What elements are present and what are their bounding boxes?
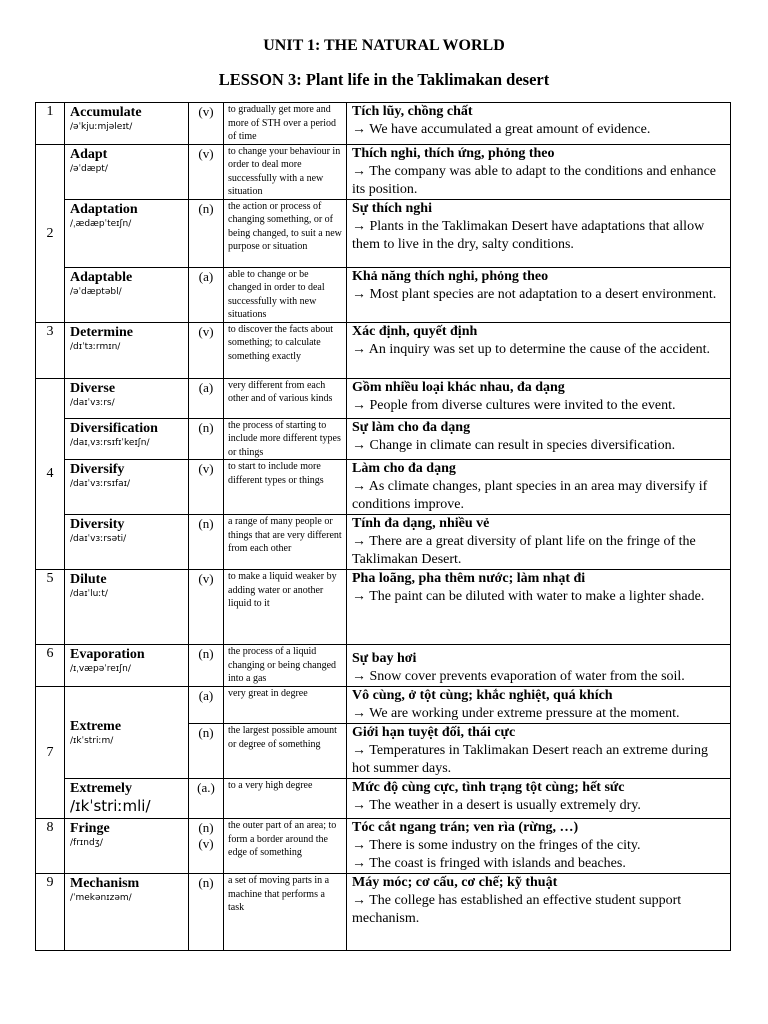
example: → The paint can be diluted with water to make a lighter shade. <box>352 589 705 604</box>
part-of-speech: (a.) <box>189 779 224 819</box>
row-number: 1 <box>36 103 65 145</box>
table-row <box>36 515 731 570</box>
table-row <box>36 645 731 687</box>
word: Extreme <box>70 719 122 734</box>
meaning-cell <box>347 378 731 418</box>
example: → The weather in a desert is usually extremely dry. <box>352 798 641 813</box>
part-of-speech: (n) <box>189 645 224 687</box>
vocabulary-table <box>35 102 731 951</box>
word: Diversification <box>70 420 158 436</box>
example: → Temperatures in Taklimakan Desert reach an extreme during hot summer days. <box>352 743 708 776</box>
definition: the process of starting to include more different types or things <box>224 418 347 460</box>
word-cell <box>65 418 189 460</box>
definition: to make a liquid weaker by adding water or another liquid to it <box>224 570 347 645</box>
part-of-speech: (v) <box>189 322 224 378</box>
word: Extremely <box>70 781 132 796</box>
meaning-cell <box>347 570 731 645</box>
definition: a set of moving parts in a machine that performs a task <box>224 874 347 951</box>
row-number: 3 <box>36 322 65 378</box>
meaning-cell <box>347 267 731 322</box>
definition: the outer part of an area; to form a border around the edge of something <box>224 819 347 874</box>
vietnamese-meaning: Sự bay hơi <box>352 651 417 666</box>
example: → Change in climate can result in species diversification. <box>352 437 676 453</box>
part-of-speech: (n) <box>189 724 224 779</box>
example: → As climate changes, plant species in an area may diversify if conditions improve. <box>352 479 708 512</box>
definition: very different from each other and of various kinds <box>224 378 347 418</box>
table-row <box>36 418 731 460</box>
example: → There is some industry on the fringes of the city. <box>352 838 641 853</box>
example: → The company was able to adapt to the conditions and enhance its position. <box>352 163 717 197</box>
meaning-cell <box>347 819 731 874</box>
ipa: /ɪˌvæpəˈreɪʃn/ <box>70 664 131 674</box>
ipa: /ɪkˈstriːm/ <box>70 736 114 746</box>
vietnamese-meaning: Tích lũy, chồng chất <box>352 104 473 119</box>
row-number: 9 <box>36 874 65 951</box>
ipa: /daɪˌvɜːrsɪfɪˈkeɪʃn/ <box>70 437 150 448</box>
ipa: /ˌædæpˈteɪʃn/ <box>70 218 132 229</box>
ipa: /əˈdæpt/ <box>70 163 108 174</box>
vietnamese-meaning: Thích nghi, thích ứng, phỏng theo <box>352 145 555 161</box>
table-row <box>36 144 731 199</box>
definition: to gradually get more and more of STH over a period of time <box>224 103 347 145</box>
word: Diversify <box>70 462 125 477</box>
word-cell <box>65 144 189 199</box>
example: → People from diverse cultures were invited to the event. <box>352 397 676 413</box>
word: Adaptation <box>70 201 138 217</box>
word: Diversity <box>70 517 125 532</box>
word-cell <box>65 570 189 645</box>
pos-noun: (n) <box>198 820 214 835</box>
vietnamese-meaning: Pha loãng, pha thêm nước; làm nhạt đi <box>352 571 586 586</box>
table-row <box>36 874 731 951</box>
ipa: /əˈkjuːmjəleɪt/ <box>70 122 133 132</box>
row-number: 4 <box>36 378 65 570</box>
table-row <box>36 267 731 322</box>
vietnamese-meaning: Khả năng thích nghi, phỏng theo <box>352 268 549 284</box>
word: Dilute <box>70 572 107 587</box>
word: Evaporation <box>70 647 145 662</box>
vietnamese-meaning: Tính đa dạng, nhiều vẻ <box>352 516 490 531</box>
table-row <box>36 199 731 267</box>
example: → We are working under extreme pressure at the moment. <box>352 706 680 721</box>
vietnamese-meaning: Giới hạn tuyệt đối, thái cực <box>352 725 516 740</box>
definition: to change your behaviour in order to deal more successfully with a new situation <box>224 144 347 199</box>
definition: the largest possible amount or degree of something <box>224 724 347 779</box>
pos-verb: (v) <box>198 836 214 851</box>
meaning-cell <box>347 724 731 779</box>
ipa: /daɪˈvɜːrsəti/ <box>70 534 127 544</box>
definition: to discover the facts about something; to calculate something exactly <box>224 322 347 378</box>
table-row <box>36 779 731 819</box>
definition: to start to include more different types or things <box>224 460 347 515</box>
definition: very great in degree <box>224 687 347 724</box>
vietnamese-meaning: Xác định, quyết định <box>352 323 478 339</box>
part-of-speech: (n) <box>189 418 224 460</box>
definition: a range of many people or things that are very different from each other <box>224 515 347 570</box>
example: → We have accumulated a great amount of evidence. <box>352 122 651 137</box>
ipa: /frɪndʒ/ <box>70 838 103 848</box>
meaning-cell <box>347 460 731 515</box>
word: Diverse <box>70 380 116 396</box>
table-row <box>36 460 731 515</box>
part-of-speech: (v) <box>189 570 224 645</box>
ipa: /daɪˈluːt/ <box>70 589 108 599</box>
word-cell <box>65 819 189 874</box>
part-of-speech <box>189 819 224 874</box>
ipa: /daɪˈvɜːrs/ <box>70 397 115 408</box>
meaning-cell <box>347 515 731 570</box>
example: → Plants in the Taklimakan Desert have adaptations that allow them to live in the dry, salty conditions. <box>352 218 705 252</box>
word-cell <box>65 645 189 687</box>
definition: able to change or be changed in order to deal successfully with new situations <box>224 267 347 322</box>
word-cell <box>65 199 189 267</box>
part-of-speech: (a) <box>189 267 224 322</box>
ipa: /daɪˈvɜːrsɪfaɪ/ <box>70 479 131 489</box>
table-row <box>36 819 731 874</box>
row-number: 7 <box>36 687 65 819</box>
part-of-speech: (n) <box>189 874 224 951</box>
meaning-cell <box>347 418 731 460</box>
meaning-cell <box>347 779 731 819</box>
ipa: /ˈmekənɪzəm/ <box>70 893 132 903</box>
vietnamese-meaning: Vô cùng, ở tột cùng; khắc nghiệt, quá khích <box>352 688 613 703</box>
table-row <box>36 103 731 145</box>
meaning-cell <box>347 144 731 199</box>
part-of-speech: (v) <box>189 144 224 199</box>
word-cell <box>65 267 189 322</box>
example: → Snow cover prevents evaporation of water from the soil. <box>352 669 685 684</box>
meaning-cell <box>347 687 731 724</box>
row-number: 8 <box>36 819 65 874</box>
row-number: 2 <box>36 144 65 322</box>
definition: to a very high degree <box>224 779 347 819</box>
word: Determine <box>70 324 133 340</box>
meaning-cell <box>347 645 731 687</box>
word-cell <box>65 378 189 418</box>
table-row <box>36 570 731 645</box>
part-of-speech: (v) <box>189 460 224 515</box>
ipa: /ɪkˈstriːmli/ <box>70 797 151 815</box>
vietnamese-meaning: Gồm nhiều loại khác nhau, đa dạng <box>352 379 565 395</box>
word: Adaptable <box>70 269 133 285</box>
vietnamese-meaning: Sự thích nghi <box>352 200 432 216</box>
part-of-speech: (v) <box>189 103 224 145</box>
part-of-speech: (n) <box>189 199 224 267</box>
word-cell <box>65 687 189 779</box>
vietnamese-meaning: Mức độ cùng cực, tình trạng tột cùng; hết sức <box>352 780 625 795</box>
row-number: 6 <box>36 645 65 687</box>
table-row <box>36 322 731 378</box>
word-cell <box>65 460 189 515</box>
ipa: /dɪˈtɜːrmɪn/ <box>70 341 121 352</box>
part-of-speech: (a) <box>189 687 224 724</box>
vietnamese-meaning: Làm cho đa dạng <box>352 461 456 476</box>
example: → Most plant species are not adaptation to a desert environment. <box>352 286 717 302</box>
word-cell <box>65 779 189 819</box>
word: Fringe <box>70 821 110 836</box>
example: → There are a great diversity of plant life on the fringe of the Taklimakan Desert. <box>352 534 696 567</box>
meaning-cell <box>347 199 731 267</box>
word-cell <box>65 322 189 378</box>
part-of-speech: (n) <box>189 515 224 570</box>
lesson-title: LESSON 3: Plant life in the Taklimakan desert <box>218 70 550 89</box>
ipa: /əˈdæptəbl/ <box>70 286 122 297</box>
word: Adapt <box>70 146 108 162</box>
word-cell <box>65 515 189 570</box>
meaning-cell <box>347 874 731 951</box>
table-row <box>36 687 731 724</box>
example: → An inquiry was set up to determine the cause of the accident. <box>352 341 711 357</box>
part-of-speech: (a) <box>189 378 224 418</box>
row-number: 5 <box>36 570 65 645</box>
word: Mechanism <box>70 876 140 891</box>
meaning-cell <box>347 322 731 378</box>
table-row <box>36 378 731 418</box>
definition: the action or process of changing something, or of being changed, to suit a new purpose or situation <box>224 199 347 267</box>
vietnamese-meaning: Máy móc; cơ cấu, cơ chế; kỹ thuật <box>352 875 558 890</box>
vietnamese-meaning: Sự làm cho đa dạng <box>352 419 471 435</box>
word: Accumulate <box>70 105 142 120</box>
example: → The college has established an effective student support mechanism. <box>352 893 682 926</box>
unit-title: UNIT 1: THE NATURAL WORLD <box>263 37 505 54</box>
vietnamese-meaning: Tóc cắt ngang trán; ven rìa (rừng, …) <box>352 820 579 835</box>
word-cell <box>65 103 189 145</box>
example: → The coast is fringed with islands and beaches. <box>352 856 626 871</box>
definition: the process of a liquid changing or being changed into a gas <box>224 645 347 687</box>
word-cell <box>65 874 189 951</box>
meaning-cell <box>347 103 731 145</box>
